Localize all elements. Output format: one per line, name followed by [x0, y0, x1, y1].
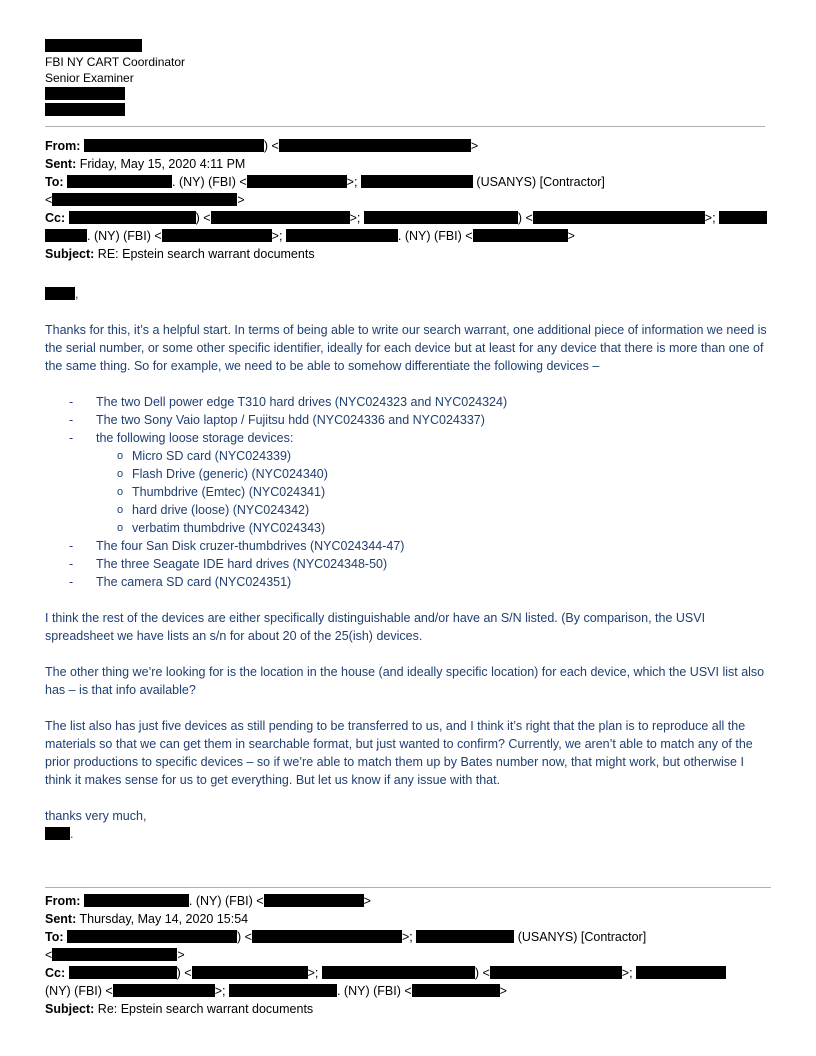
sent-line — [45, 910, 771, 928]
redaction-bar — [45, 87, 125, 100]
redaction-bar — [67, 930, 237, 943]
paragraph: I think the rest of the devices are either specifically distinguishable and/or have an S/N listed. (By comparison, the USVI spreadsheet we have lists an s/n for about 20 of the 25(ish) devices. — [45, 611, 706, 643]
to-line: To: . (NY) (FBI) < >; (USANYS) [Contractor] — [45, 175, 605, 189]
to-line-cont: < > — [45, 948, 185, 962]
redaction-bar — [412, 984, 500, 997]
device-list — [45, 537, 771, 591]
redaction-bar — [264, 894, 364, 907]
sent-line — [45, 155, 771, 173]
sent-label: Sent: — [45, 157, 77, 171]
redaction-bar — [416, 930, 514, 943]
list-item: - The two Sony Vaio laptop / Fujitsu hdd (NYC024336 and NYC024337) — [69, 413, 485, 427]
paragraph: The list also has just five devices as still pending to be transferred to us, and I think it’s right that the plan is to reproduce all the materials so that we can get them in searchable format, but just wanted to confirm? Currently, we aren’t able to match any of the prior productions to specific devices – so if we’re able to match them up by Bates number now, that might work, but otherwise I think it makes sense for us to get everything. But let us know if any issue with that. — [45, 719, 753, 787]
salutation: , — [45, 285, 771, 303]
redaction-bar — [69, 211, 196, 224]
list-item: o verbatim thumbdrive (NYC024343) — [117, 521, 326, 535]
redaction-bar — [45, 287, 75, 300]
email-body — [45, 285, 771, 843]
from-label: From: — [45, 139, 81, 153]
redaction-bar — [636, 966, 726, 979]
email-document — [45, 38, 771, 1018]
redaction-bar — [229, 984, 337, 997]
list-item: - The three Seagate IDE hard drives (NYC024348-50) — [69, 557, 388, 571]
list-item: o hard drive (loose) (NYC024342) — [117, 503, 310, 517]
signature-block — [45, 38, 771, 118]
to-label: To: — [45, 175, 64, 189]
subject-label: Subject: — [45, 247, 95, 261]
redaction-bar — [52, 193, 237, 206]
redaction-bar — [162, 229, 272, 242]
redaction-bar — [113, 984, 215, 997]
redaction-bar — [45, 103, 125, 116]
sent-value: Thursday, May 14, 2020 15:54 — [79, 912, 249, 926]
email-header — [45, 892, 771, 1018]
paragraph: The other thing we’re looking for is the location in the house (and ideally specific location) for each device, which the USVI list also has – is that info available? — [45, 665, 765, 697]
redaction-bar — [67, 175, 172, 188]
redaction-bar — [45, 827, 70, 840]
redaction-bar — [84, 139, 264, 152]
cc-label: Cc: — [45, 966, 66, 980]
list-item: - The four San Disk cruzer-thumbdrives (NYC024344-47) — [69, 539, 405, 553]
list-item: - The two Dell power edge T310 hard drives (NYC024323 and NYC024324) — [69, 395, 508, 409]
redaction-bar — [286, 229, 398, 242]
closing: thanks very much, — [45, 809, 147, 823]
cc-line-cont: (NY) (FBI) < >; . (NY) (FBI) < > — [45, 984, 507, 998]
redaction-bar — [361, 175, 473, 188]
list-item: o Flash Drive (generic) (NYC024340) — [117, 467, 328, 481]
cc-line: Cc: ) < >; ) < >; — [45, 964, 771, 982]
cc-line: Cc: ) < >; ) < >; — [45, 209, 771, 227]
redaction-bar — [247, 175, 347, 188]
list-item: - the following loose storage devices: — [69, 431, 294, 445]
list-item: o Micro SD card (NYC024339) — [117, 449, 292, 463]
from-label: From: — [45, 894, 81, 908]
redaction-bar — [322, 966, 475, 979]
redaction-bar — [533, 211, 705, 224]
subject-line — [45, 245, 771, 263]
redaction-bar — [211, 211, 350, 224]
sender-initials: . — [45, 825, 771, 843]
redaction-bar — [279, 139, 471, 152]
from-line: From: ) < > — [45, 139, 479, 153]
list-item: - The camera SD card (NYC024351) — [69, 575, 292, 589]
redaction-bar — [69, 966, 177, 979]
redaction-bar — [490, 966, 622, 979]
from-line: From: . (NY) (FBI) < > — [45, 894, 371, 908]
subject-value: Re: Epstein search warrant documents — [97, 1002, 314, 1016]
redaction-bar — [473, 229, 568, 242]
redaction-bar — [364, 211, 518, 224]
device-list — [45, 393, 771, 447]
cc-line-cont: . (NY) (FBI) < >; . (NY) (FBI) < > — [45, 227, 771, 245]
sent-value: Friday, May 15, 2020 4:11 PM — [79, 157, 246, 171]
to-line: To: ) < >; (USANYS) [Contractor] — [45, 930, 647, 944]
redaction-bar — [252, 930, 402, 943]
to-line-cont: < > — [45, 193, 245, 207]
cc-label: Cc: — [45, 211, 66, 225]
subject-label: Subject: — [45, 1002, 95, 1016]
list-item: o Thumbdrive (Emtec) (NYC024341) — [117, 485, 326, 499]
to-label: To: — [45, 930, 64, 944]
redaction-bar — [45, 39, 142, 52]
redaction-bar — [52, 948, 177, 961]
subject-line — [45, 1000, 771, 1018]
redaction-bar — [45, 229, 87, 242]
redaction-bar — [192, 966, 308, 979]
email-header — [45, 137, 771, 263]
device-sublist — [45, 447, 771, 537]
redaction-bar — [84, 894, 189, 907]
subject-value: RE: Epstein search warrant documents — [97, 247, 315, 261]
sent-label: Sent: — [45, 912, 77, 926]
signature-title: FBI NY CART Coordinator — [45, 55, 186, 69]
paragraph: Thanks for this, it’s a helpful start. In terms of being able to write our search warrant, one additional piece of information we need is the serial number, or some other specific identifier, ideally for each device but at least for any device that there is more than one of the same thing. So for example, we need to be able to somehow differentiate the following devices – — [45, 323, 767, 373]
redaction-bar — [719, 211, 767, 224]
signature-role: Senior Examiner — [45, 71, 134, 85]
